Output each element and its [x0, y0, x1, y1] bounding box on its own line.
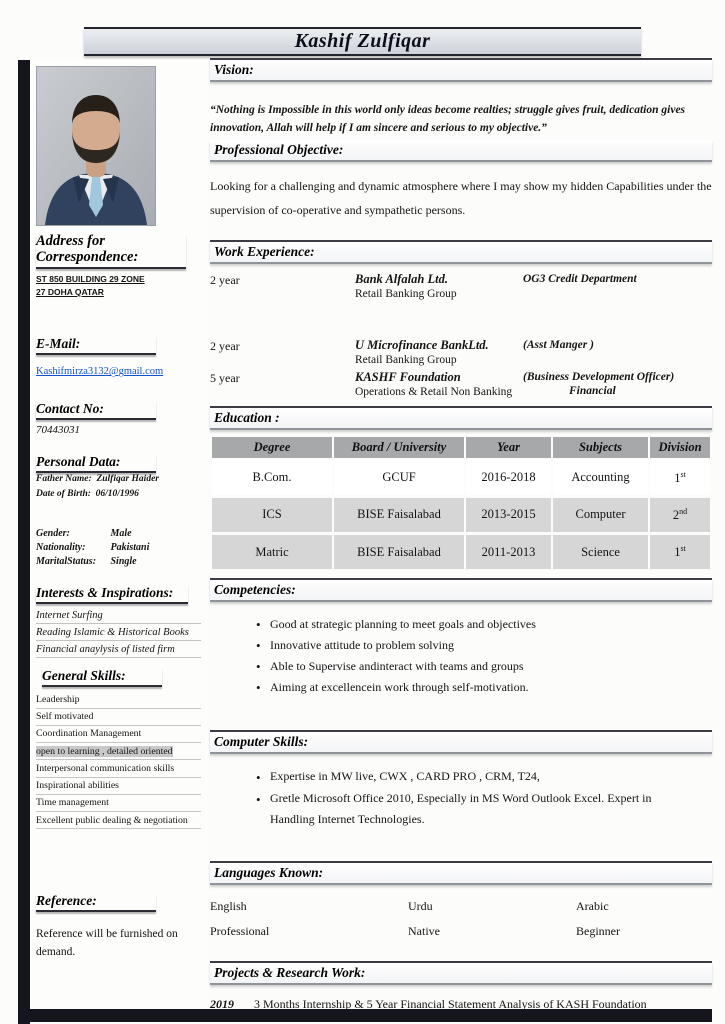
contact-heading: Contact No: — [36, 401, 156, 420]
edu-year: 2011-2013 — [466, 535, 551, 569]
work-row — [210, 338, 712, 366]
interests-heading: Interests & Inspirations: — [36, 585, 188, 604]
competency-item: • Able to Supervise andinteract with teams and groups — [256, 656, 712, 677]
language-column — [408, 899, 576, 939]
personal-row — [36, 488, 201, 501]
personal-row — [36, 473, 201, 486]
skill-item: Excellent public dealing & negotiation — [36, 812, 201, 829]
language-name: Urdu — [408, 898, 433, 913]
edu-division — [650, 535, 710, 569]
col-year: Year — [466, 437, 551, 458]
computer-skills-heading: Computer Skills: — [210, 730, 712, 754]
address-heading: Address for Correspondence: — [36, 234, 186, 269]
languages-grid — [210, 899, 712, 939]
work-role — [523, 370, 712, 397]
sidebar — [30, 60, 208, 1009]
col-division: Division — [650, 437, 710, 458]
personal-row — [36, 527, 201, 541]
personal-value: Male — [110, 528, 132, 539]
work-group: Retail Banking Group — [355, 353, 457, 366]
vision-quote: “Nothing is Impossible in this world only ideas become realties; struggle gives fruit, dedication gives innovation, Allah will help if I am sincere and serious to my objective.” — [210, 104, 686, 134]
language-level: Native — [408, 923, 440, 938]
edu-division — [650, 461, 710, 495]
work-mid — [355, 338, 523, 366]
work-group: Operations & Retail Non Banking — [355, 385, 513, 398]
address-value: ST 850 BUILDING 29 ZONE 27 DOHA QATAR — [36, 273, 145, 297]
competencies-list — [256, 614, 712, 698]
personal-value: Single — [110, 556, 137, 567]
competency-item: • Innovative attitude to problem solving — [256, 635, 712, 656]
general-skills-list — [36, 691, 201, 829]
computer-skill-item: • Gretle Microsoft Office 2010, Especially in MS Word Outlook Excel. Expert in Handling Internet Technologies. — [256, 788, 676, 831]
email-value — [36, 361, 201, 379]
computer-skills-list — [256, 766, 712, 831]
work-group: Retail Banking Group — [355, 287, 457, 300]
personal-value: Pakistani — [110, 542, 150, 553]
personal-label: Gender: — [36, 528, 70, 539]
profile-photo — [36, 66, 156, 226]
vision-heading: Vision: — [210, 58, 712, 82]
languages-heading: Languages Known: — [210, 861, 712, 885]
personal-rows-bottom — [36, 527, 201, 569]
personal-label: Nationality: — [36, 542, 86, 553]
education-header-row — [212, 437, 710, 458]
work-role: OG3 Credit Department — [523, 272, 637, 285]
skill-item — [36, 743, 201, 760]
edu-subjects: Science — [553, 535, 648, 569]
language-name: English — [210, 898, 247, 913]
skill-item: Interpersonal communication skills — [36, 760, 201, 777]
work-years: 2 year — [210, 272, 240, 287]
edu-degree: Matric — [212, 535, 332, 569]
competencies-heading: Competencies: — [210, 578, 712, 602]
personal-data-heading: Personal Data: — [36, 454, 156, 473]
skill-item: Coordination Management — [36, 726, 201, 743]
competency-item: • Good at strategic planning to meet goals and objectives — [256, 614, 712, 635]
education-row — [212, 535, 710, 569]
col-subjects: Subjects — [553, 437, 648, 458]
email-link[interactable]: Kashifmirza3132@gmail.com — [36, 366, 164, 378]
reference-value: Reference will be furnished on demand. — [36, 928, 178, 958]
interests-list — [36, 607, 201, 658]
work-company: Bank Alfalah Ltd. — [355, 271, 448, 286]
skill-item: Inspirational abilities — [36, 778, 201, 795]
edu-division — [650, 498, 710, 532]
personal-value: Zulfiqar Haider — [96, 474, 159, 485]
page-title: Kashif Zulfiqar — [294, 30, 431, 52]
education-heading: Education : — [210, 406, 712, 430]
competency-item: • Aiming at excellencein work through self-motivation. — [256, 677, 712, 698]
work-row — [210, 370, 712, 398]
division-number: 2 — [672, 507, 680, 522]
work-role: (Asst Manger ) — [523, 338, 594, 351]
language-column — [576, 899, 712, 939]
reference-heading: Reference: — [36, 893, 156, 912]
work-row — [210, 272, 712, 300]
general-skills-heading: General Skills: — [42, 668, 162, 687]
personal-value: 06/10/1996 — [95, 489, 139, 500]
main-content — [210, 58, 712, 1012]
skill-item: Time management — [36, 795, 201, 812]
project-year: 2019 — [210, 996, 234, 1011]
education-row — [212, 461, 710, 495]
division-ordinal: st — [680, 543, 686, 553]
work-company: KASHF Foundation — [355, 369, 461, 384]
header-band — [84, 27, 641, 56]
work-years: 5 year — [210, 370, 240, 385]
work-mid — [355, 272, 523, 300]
division-ordinal: st — [680, 469, 686, 479]
col-board: Board / University — [334, 437, 464, 458]
personal-label: Date of Birth: — [36, 489, 91, 500]
left-frame-strip — [18, 60, 30, 1024]
edu-year: 2013-2015 — [466, 498, 551, 532]
edu-subjects: Accounting — [553, 461, 648, 495]
work-company: U Microfinance BankLtd. — [355, 337, 489, 352]
work-experience-rows — [210, 272, 712, 398]
computer-skill-item: • Expertise in MW live, CWX , CARD PRO , CRM, T24, — [256, 766, 676, 788]
education-row — [212, 498, 710, 532]
personal-row — [36, 541, 201, 555]
interest-item: Reading Islamic & Historical Books — [36, 624, 201, 641]
projects-row — [210, 997, 712, 1012]
edu-degree: B.Com. — [212, 461, 332, 495]
division-ordinal: nd — [679, 506, 688, 516]
interest-item: Internet Surfing — [36, 607, 201, 624]
skill-item: Leadership — [36, 691, 201, 708]
edu-board: BISE Faisalabad — [334, 498, 464, 532]
language-name: Arabic — [576, 898, 609, 913]
objective-heading: Professional Objective: — [210, 140, 712, 162]
language-column — [210, 899, 408, 939]
projects-heading: Projects & Research Work: — [210, 961, 712, 985]
division-number: 1 — [674, 470, 681, 485]
language-level: Professional — [210, 923, 270, 938]
personal-label: MaritalStatus: — [36, 556, 97, 567]
edu-year: 2016-2018 — [466, 461, 551, 495]
contact-value: 70443031 — [36, 424, 80, 437]
personal-label: Father Name: — [36, 474, 92, 485]
division-number: 1 — [674, 545, 681, 560]
project-text: 3 Months Internship & 5 Year Financial Statement Analysis of KASH Foundation — [254, 996, 647, 1011]
edu-subjects: Computer — [553, 498, 648, 532]
interest-item: Financial anaylysis of listed firm — [36, 641, 201, 658]
work-mid — [355, 370, 523, 398]
work-years: 2 year — [210, 338, 240, 353]
email-heading: E-Mail: — [36, 336, 156, 355]
work-role-title: (Business Development Officer) — [523, 370, 675, 383]
skill-item: Self motivated — [36, 709, 201, 726]
edu-board: GCUF — [334, 461, 464, 495]
work-experience-heading: Work Experience: — [210, 240, 712, 264]
personal-rows-top — [36, 473, 201, 501]
edu-board: BISE Faisalabad — [334, 535, 464, 569]
objective-text: Looking for a challenging and dynamic atmosphere where I may show my hidden Capabilities under the supervision of co-operative and sympathetic persons. — [210, 178, 712, 217]
computer-skills-section — [210, 766, 712, 831]
language-level: Beginner — [576, 923, 620, 938]
work-role-extra: Financial — [569, 384, 616, 397]
edu-degree: ICS — [212, 498, 332, 532]
col-degree: Degree — [212, 437, 332, 458]
education-table — [210, 434, 712, 572]
skill-item-text: open to learning , detailed oriented — [36, 745, 173, 757]
personal-row — [36, 555, 201, 569]
